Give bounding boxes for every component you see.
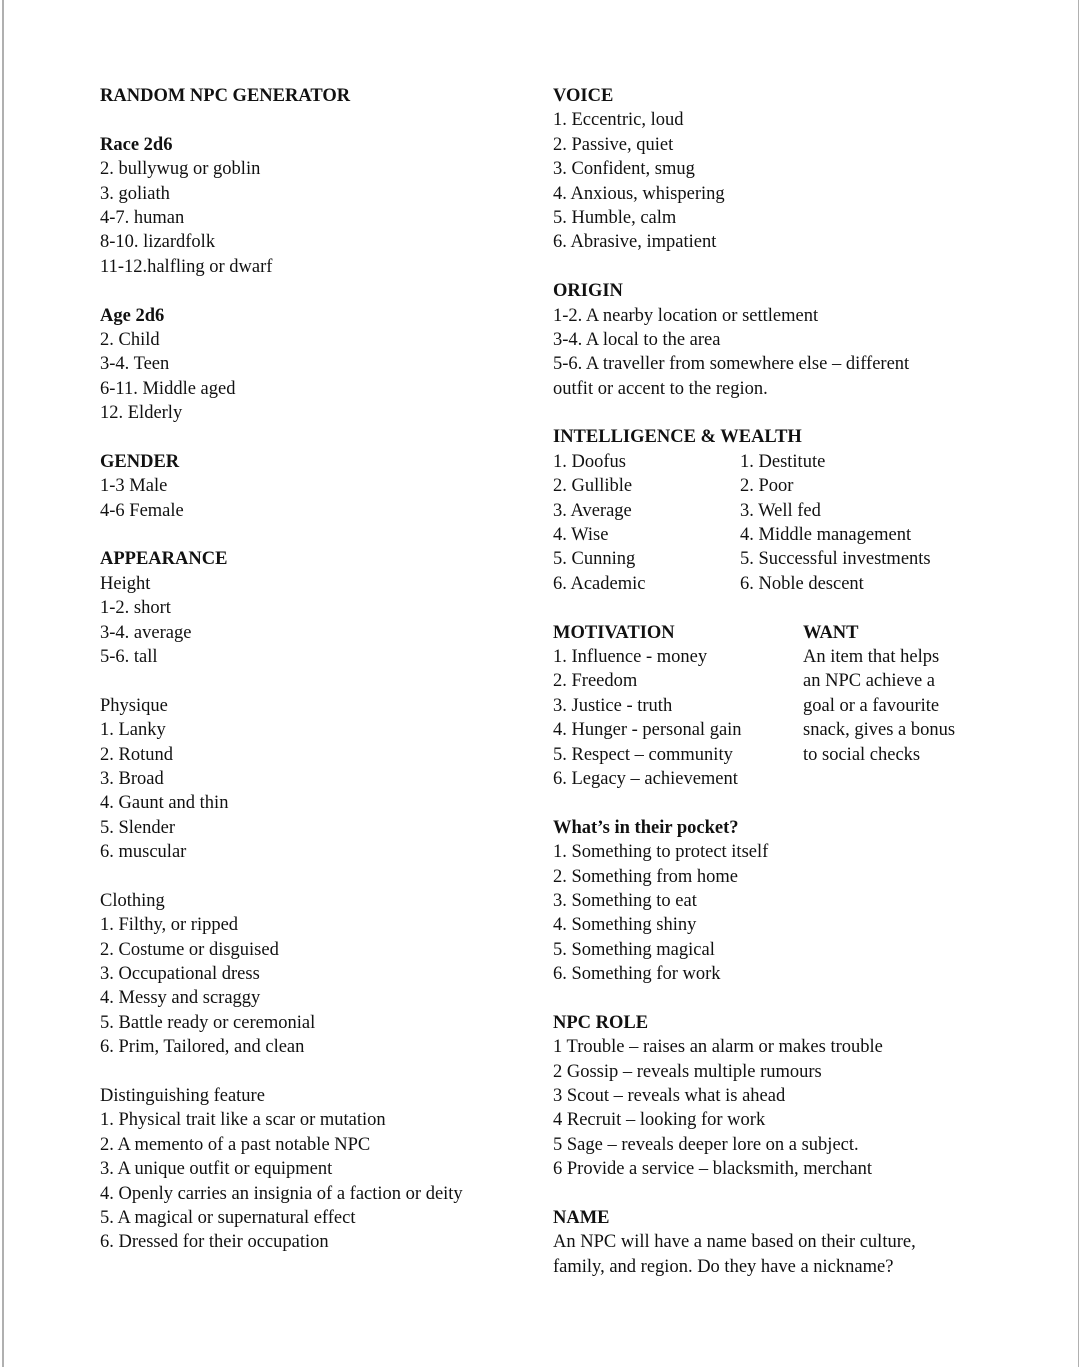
list-item: 2. Freedom [553, 671, 638, 692]
text-row [100, 572, 553, 596]
list-item: 8-10. lizardfolk [100, 232, 216, 253]
text-row [553, 279, 993, 303]
list-item: 3. Occupational dress [100, 964, 260, 985]
text-block [553, 425, 993, 596]
text-row [553, 206, 993, 230]
list-item: 4. Wise [553, 525, 609, 546]
list-item: an NPC achieve a [803, 671, 936, 692]
text-row [100, 913, 553, 937]
text-row [100, 1206, 553, 1230]
list-item: 3. Average [553, 500, 632, 521]
text-row [100, 1230, 553, 1254]
list-item: 4-6 Female [100, 500, 184, 521]
text-row [100, 938, 553, 962]
list-item: 2. Something from home [553, 866, 738, 887]
text-row [553, 1206, 993, 1230]
text-row [553, 499, 993, 523]
list-item: 5. Respect – community [553, 744, 733, 765]
list-item: 2. Passive, quiet [553, 134, 674, 155]
text-row [100, 401, 553, 425]
text-block [100, 304, 553, 426]
text-row [100, 1011, 553, 1035]
text-row [553, 230, 993, 254]
text-row [553, 718, 993, 742]
text-row [100, 840, 553, 864]
list-item: 6. Legacy – achievement [553, 768, 738, 789]
list-item: goal or a favourite [803, 695, 940, 716]
text-row [100, 182, 553, 206]
text-row [100, 962, 553, 986]
list-item: 5. Slender [100, 817, 176, 838]
list-item: 1-2. short [100, 598, 171, 619]
text-row [100, 304, 553, 328]
list-item: 3-4. A local to the area [553, 329, 721, 350]
list-item: 6. Dressed for their occupation [100, 1232, 329, 1253]
list-item: 4. Messy and scraggy [100, 988, 261, 1009]
list-item: An item that helps [803, 646, 940, 667]
list-item: 6. muscular [100, 842, 187, 863]
list-item: 3-4. average [100, 622, 192, 643]
text-row [553, 669, 993, 693]
list-item: 11-12.halfling or dwarf [100, 256, 273, 277]
text-row [553, 645, 993, 669]
text-row [553, 694, 993, 718]
section-heading: MOTIVATION [553, 622, 675, 643]
list-item: 1. Lanky [100, 720, 166, 741]
text-block [553, 621, 993, 792]
text-row [553, 84, 993, 108]
list-item: 4. Something shiny [553, 915, 697, 936]
text-row [553, 840, 993, 864]
text-row [553, 865, 993, 889]
text-row [553, 572, 993, 596]
list-item: 5. Battle ready or ceremonial [100, 1012, 316, 1033]
section-heading: What’s in their pocket? [553, 817, 739, 838]
text-row [553, 962, 993, 986]
text-block [553, 1011, 993, 1182]
text-row [100, 255, 553, 279]
list-item: 2. Poor [740, 476, 794, 497]
text-row [553, 523, 993, 547]
text-row [553, 182, 993, 206]
text-row [100, 474, 553, 498]
text-row [100, 352, 553, 376]
list-item: 3. Confident, smug [553, 159, 695, 180]
text-block [100, 889, 553, 1060]
text-block [553, 279, 993, 401]
text-block [553, 816, 993, 987]
text-row [553, 377, 993, 401]
list-item: 3. goliath [100, 183, 170, 204]
list-item: 2. Child [100, 329, 160, 350]
list-item: 1. Physical trait like a scar or mutation [100, 1110, 386, 1131]
text-row [100, 621, 553, 645]
list-item: 2. Gullible [553, 476, 633, 497]
list-item: 5. Cunning [553, 549, 636, 570]
list-item: 6. Noble descent [740, 573, 864, 594]
text-row [553, 547, 993, 571]
text-block [553, 1206, 993, 1279]
list-item: 4. Gaunt and thin [100, 793, 229, 814]
list-item: 5 Sage – reveals deeper lore on a subject. [553, 1134, 859, 1155]
list-item: 5-6. A traveller from somewhere else – different [553, 354, 910, 375]
text-row [100, 1133, 553, 1157]
text-row [100, 230, 553, 254]
list-item: 1. Doofus [553, 451, 626, 472]
page-title: RANDOM NPC GENERATOR [100, 86, 351, 106]
text-row [553, 938, 993, 962]
section-heading: ORIGIN [553, 281, 623, 302]
list-item: 1. Eccentric, loud [553, 110, 684, 131]
text-row [553, 1255, 993, 1279]
text-row [553, 133, 993, 157]
list-item: 1. Influence - money [553, 646, 708, 667]
text-row [553, 1157, 993, 1181]
text-row [553, 304, 993, 328]
text-row [100, 694, 553, 718]
list-item: 1-3 Male [100, 476, 168, 497]
list-item: 5. Successful investments [740, 549, 931, 570]
text-row [553, 328, 993, 352]
text-row [100, 377, 553, 401]
text-row [553, 1084, 993, 1108]
text-row [553, 1060, 993, 1084]
section-heading: NAME [553, 1207, 610, 1228]
list-item: outfit or accent to the region. [553, 378, 768, 399]
text-row [100, 328, 553, 352]
text-row [553, 621, 993, 645]
text-row [553, 913, 993, 937]
text-row [100, 1035, 553, 1059]
list-item: 2. Costume or disguised [100, 939, 279, 960]
list-item: 1. Something to protect itself [553, 842, 769, 863]
list-item: 5. Something magical [553, 939, 715, 960]
text-block [100, 84, 553, 108]
text-row [553, 1011, 993, 1035]
text-row [100, 206, 553, 230]
list-item: 3. Something to eat [553, 890, 697, 911]
list-item: 1-2. A nearby location or settlement [553, 305, 819, 326]
text-row [100, 767, 553, 791]
text-row [553, 425, 993, 449]
list-item: 4. Anxious, whispering [553, 183, 725, 204]
text-row [553, 1035, 993, 1059]
section-heading: GENDER [100, 451, 180, 472]
list-item: 1. Filthy, or ripped [100, 915, 239, 936]
text-row [100, 791, 553, 815]
text-row [553, 1108, 993, 1132]
text-row [553, 108, 993, 132]
text-row [100, 1108, 553, 1132]
list-item: 6. Something for work [553, 964, 721, 985]
list-item: 4 Recruit – looking for work [553, 1110, 766, 1131]
list-item: 2. Rotund [100, 744, 173, 765]
text-block [100, 450, 553, 523]
list-item: 4. Hunger - personal gain [553, 720, 742, 741]
list-item: to social checks [803, 744, 921, 765]
list-item: Physique [100, 695, 168, 716]
text-row [553, 1133, 993, 1157]
list-item: An NPC will have a name based on their culture, [553, 1232, 916, 1253]
list-item: 1 Trouble – raises an alarm or makes trouble [553, 1037, 883, 1058]
list-item: Distinguishing feature [100, 1086, 265, 1107]
text-block [100, 1084, 553, 1255]
list-item: 6. Academic [553, 573, 646, 594]
text-block [100, 694, 553, 865]
list-item: 2. bullywug or goblin [100, 159, 261, 180]
text-row [100, 889, 553, 913]
text-row [100, 157, 553, 181]
list-item: 6-11. Middle aged [100, 378, 236, 399]
list-item: 5. Humble, calm [553, 207, 677, 228]
list-item: 3. Justice - truth [553, 695, 673, 716]
text-row [553, 450, 993, 474]
list-item: 4. Openly carries an insignia of a faction or deity [100, 1183, 463, 1204]
list-item: 5. A magical or supernatural effect [100, 1207, 356, 1228]
page-edge-left [2, 0, 4, 1367]
list-item: 3-4. Teen [100, 354, 170, 375]
text-row [553, 352, 993, 376]
text-row [553, 1230, 993, 1254]
list-item: 12. Elderly [100, 403, 183, 424]
text-row [553, 157, 993, 181]
text-row [100, 1157, 553, 1181]
text-row [553, 767, 993, 791]
list-item: 5-6. tall [100, 646, 158, 667]
text-row [100, 645, 553, 669]
list-item: 3 Scout – reveals what is ahead [553, 1086, 786, 1107]
list-item: 4. Middle management [740, 525, 912, 546]
text-row [100, 743, 553, 767]
list-item: snack, gives a bonus [803, 720, 956, 741]
text-row [553, 474, 993, 498]
list-item: 3. Broad [100, 768, 164, 789]
list-item: 4-7. human [100, 207, 185, 228]
text-block [100, 547, 553, 669]
text-row [100, 499, 553, 523]
text-row [100, 84, 553, 108]
text-block [553, 84, 993, 255]
section-heading: Age 2d6 [100, 305, 165, 326]
text-row [553, 743, 993, 767]
list-item: Clothing [100, 890, 165, 911]
section-heading: Race 2d6 [100, 134, 173, 155]
text-row [100, 547, 553, 571]
text-row [100, 450, 553, 474]
section-heading: INTELLIGENCE & WEALTH [553, 427, 802, 448]
text-row [100, 816, 553, 840]
text-block [100, 133, 553, 279]
list-item: 3. Well fed [740, 500, 821, 521]
text-row [100, 986, 553, 1010]
text-row [553, 816, 993, 840]
section-heading: APPEARANCE [100, 549, 228, 570]
right-column [553, 84, 993, 1279]
text-row [100, 1084, 553, 1108]
list-item: Height [100, 573, 151, 594]
text-row [100, 596, 553, 620]
text-row [100, 133, 553, 157]
list-item: 3. A unique outfit or equipment [100, 1159, 333, 1180]
list-item: 6. Abrasive, impatient [553, 232, 717, 253]
list-item: 1. Destitute [740, 451, 826, 472]
text-row [553, 889, 993, 913]
text-row [100, 718, 553, 742]
section-heading: NPC ROLE [553, 1012, 649, 1033]
list-item: 2 Gossip – reveals multiple rumours [553, 1061, 822, 1082]
section-heading: WANT [803, 622, 859, 643]
left-column [100, 84, 553, 1255]
text-row [100, 1182, 553, 1206]
list-item: 2. A memento of a past notable NPC [100, 1134, 371, 1155]
list-item: 6 Provide a service – blacksmith, merchant [553, 1159, 873, 1180]
list-item: family, and region. Do they have a nickname? [553, 1256, 894, 1277]
list-item: 6. Prim, Tailored, and clean [100, 1037, 305, 1058]
page-edge-right [1078, 0, 1080, 1367]
section-heading: VOICE [553, 86, 614, 106]
